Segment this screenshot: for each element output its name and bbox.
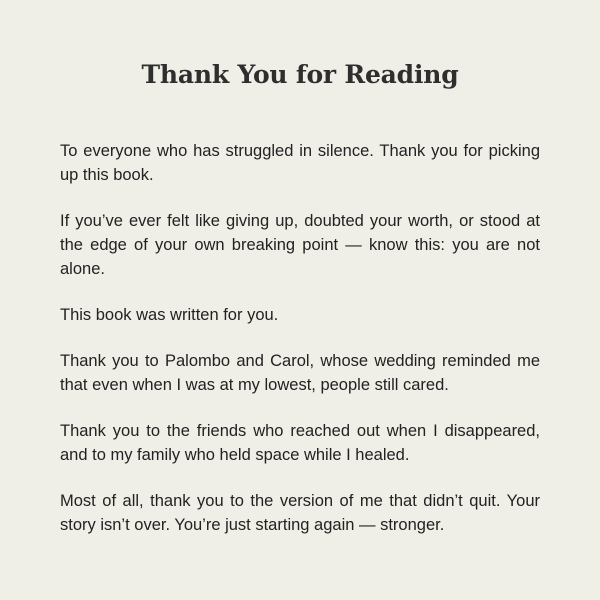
page-title: Thank You for Reading	[141, 60, 459, 89]
paragraph-1: To everyone who has struggled in silence. Thank you for picking up this book.	[60, 142, 540, 184]
paragraph-3: This book was written for you.	[60, 306, 279, 324]
paragraph-2: If you’ve ever felt like giving up, doubted your worth, or stood at the edge of your own breaking point — know this: you are not alone.	[60, 212, 540, 278]
acknowledgement-text	[60, 139, 540, 537]
paragraph-5: Thank you to the friends who reached out when I disappeared, and to my family who held space while I healed.	[60, 422, 540, 464]
paragraph-4: Thank you to Palombo and Carol, whose wedding reminded me that even when I was at my lowest, people still cared.	[60, 352, 540, 394]
paragraph-6: Most of all, thank you to the version of me that didn’t quit. Your story isn’t over. You’re just starting again — stronger.	[60, 492, 540, 534]
